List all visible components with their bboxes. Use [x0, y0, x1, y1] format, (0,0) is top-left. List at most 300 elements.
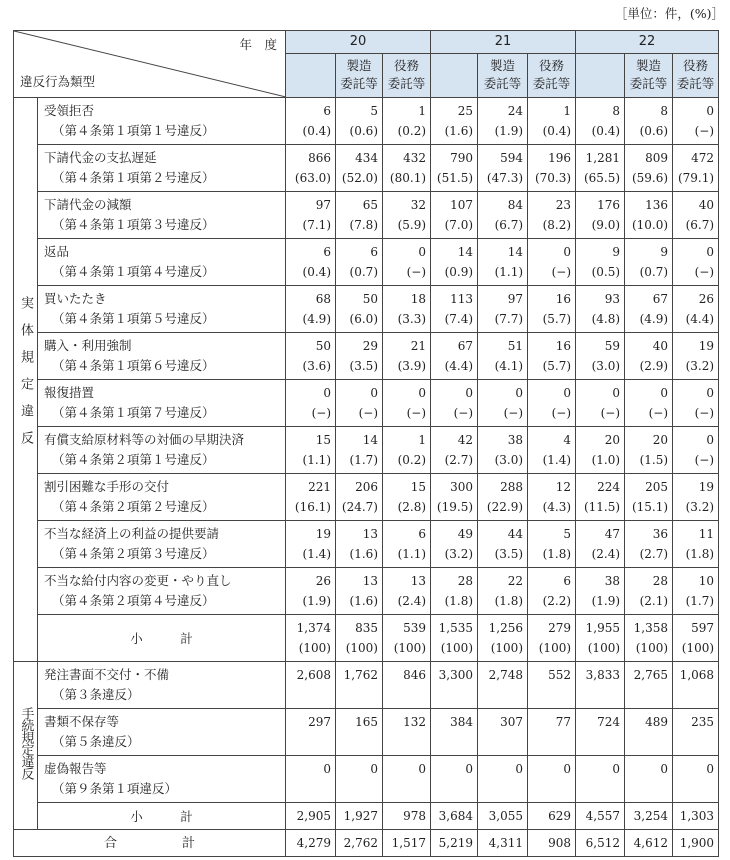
percent-value: (63.0)	[294, 171, 331, 185]
value-cell	[576, 756, 625, 803]
percent-value: (2.8)	[397, 500, 427, 514]
value-cell	[673, 239, 719, 286]
count-value: 2,748	[488, 668, 524, 682]
count-value: 2,762	[343, 836, 378, 850]
count-value: 11	[698, 527, 715, 541]
count-value: 300	[450, 480, 474, 494]
value-cell	[431, 192, 478, 239]
value-cell	[478, 756, 528, 803]
value-cell	[576, 239, 625, 286]
percent-value: (1.0)	[591, 453, 621, 467]
count-value: 2,765	[633, 668, 669, 682]
count-value: 50	[315, 339, 331, 353]
count-value: 136	[645, 198, 669, 212]
table-row	[14, 427, 719, 474]
percent-value: (1.6)	[349, 594, 378, 608]
value-cell	[431, 145, 478, 192]
row-label	[38, 192, 286, 239]
count-value: 2,905	[296, 809, 331, 823]
value-cell	[383, 286, 431, 333]
value-cell	[286, 615, 336, 662]
value-cell	[528, 709, 576, 756]
value-cell	[673, 145, 719, 192]
table-row	[14, 521, 719, 568]
value-cell	[576, 380, 625, 427]
percent-value: (1.7)	[685, 594, 715, 608]
value-cell	[431, 380, 478, 427]
value-cell	[673, 98, 719, 145]
count-value: 224	[597, 480, 621, 494]
count-value: 65	[362, 198, 378, 212]
count-value: 221	[308, 480, 331, 494]
percent-value: (−)	[503, 406, 524, 420]
value-cell	[478, 380, 528, 427]
percent-value: (4.8)	[591, 312, 621, 326]
violation-clause: （第４条第１項第５号違反）	[52, 311, 215, 326]
percent-value: (3.6)	[302, 359, 331, 373]
count-value: 24	[507, 104, 524, 118]
percent-value: (79.1)	[677, 171, 715, 185]
value-cell	[336, 427, 383, 474]
value-cell	[478, 830, 528, 857]
count-value: 4,311	[488, 836, 524, 850]
table-row	[14, 568, 719, 615]
year-axis-label: 年 度	[239, 37, 277, 52]
value-cell	[478, 662, 528, 709]
year-header-22: 22	[576, 31, 719, 54]
percent-value: (0.2)	[397, 124, 427, 138]
violation-table	[13, 30, 719, 857]
value-cell	[336, 380, 383, 427]
count-value: 23	[555, 198, 572, 212]
percent-value: (−)	[453, 406, 474, 420]
percent-value: (47.3)	[486, 171, 524, 185]
percent-value: (7.4)	[444, 312, 474, 326]
value-cell	[576, 830, 625, 857]
value-cell	[383, 568, 431, 615]
value-cell	[286, 427, 336, 474]
value-cell	[478, 521, 528, 568]
count-value: 59	[604, 339, 621, 353]
count-value: 1,256	[488, 621, 524, 635]
category-axis-label: 違反行為類型	[20, 74, 96, 89]
count-value: 3,684	[438, 809, 474, 823]
count-value: 0	[660, 762, 669, 776]
value-cell	[478, 474, 528, 521]
group-label-procedural-text: 手続規定違反	[18, 706, 34, 779]
count-value: 6,512	[585, 836, 621, 850]
value-cell	[478, 333, 528, 380]
violation-clause: （第４条第１項第３号違反）	[52, 217, 215, 232]
violation-name: 受領拒否	[44, 103, 95, 118]
value-cell	[528, 333, 576, 380]
percent-value: (1.8)	[494, 594, 524, 608]
table-row	[14, 145, 719, 192]
violation-name: 購入・利用強制	[44, 338, 132, 353]
count-value: 1,358	[633, 621, 669, 635]
subtotal-label: 小 計	[38, 803, 286, 830]
percent-value: (6.7)	[685, 218, 715, 232]
count-value: 50	[362, 292, 378, 306]
value-cell	[478, 239, 528, 286]
percent-value: (16.1)	[294, 500, 331, 514]
subheader-manufacturing	[478, 53, 528, 97]
percent-value: (80.1)	[389, 171, 427, 185]
value-cell	[286, 568, 336, 615]
value-cell	[336, 521, 383, 568]
count-value: 93	[604, 292, 621, 306]
percent-value: (1.4)	[542, 453, 572, 467]
count-value: 629	[548, 809, 572, 823]
percent-value: (1.1)	[397, 547, 427, 561]
count-value: 5	[370, 104, 378, 118]
percent-value: (−)	[694, 453, 715, 467]
value-cell	[673, 474, 719, 521]
value-cell	[576, 192, 625, 239]
unit-label: ［単位：件，(%)］	[614, 6, 724, 21]
percent-value: (8.2)	[542, 218, 572, 232]
subheader-manufacturing	[336, 53, 383, 97]
percent-value: (4.9)	[302, 312, 331, 326]
percent-value: (3.3)	[397, 312, 427, 326]
value-cell	[383, 803, 431, 830]
value-cell	[576, 427, 625, 474]
percent-value: (100)	[393, 641, 427, 655]
value-cell	[673, 568, 719, 615]
count-value: 19	[698, 339, 715, 353]
value-cell	[528, 474, 576, 521]
count-value: 9	[612, 245, 621, 259]
value-cell	[336, 239, 383, 286]
count-value: 9	[660, 245, 669, 259]
value-cell	[528, 568, 576, 615]
value-cell	[383, 521, 431, 568]
value-cell	[478, 145, 528, 192]
violation-clause: （第４条第２項第３号違反）	[52, 546, 215, 561]
count-value: 594	[500, 151, 524, 165]
count-value: 107	[450, 198, 474, 212]
count-value: 8	[660, 104, 669, 118]
count-value: 1,762	[343, 668, 378, 682]
value-cell	[625, 286, 673, 333]
subheader-manufacturing-line1: 製造	[490, 58, 516, 74]
subheader-service	[673, 53, 719, 97]
percent-value: (2.4)	[591, 547, 621, 561]
count-value: 0	[563, 762, 572, 776]
count-value: 1	[418, 433, 427, 447]
count-value: 19	[315, 527, 331, 541]
count-value: 84	[507, 198, 524, 212]
violation-clause: （第９条第１項違反）	[52, 781, 178, 796]
value-cell	[576, 568, 625, 615]
percent-value: (1.9)	[591, 594, 621, 608]
count-value: 6	[370, 245, 378, 259]
count-value: 5	[563, 527, 572, 541]
count-value: 42	[457, 433, 474, 447]
count-value: 1,955	[585, 621, 621, 635]
value-cell	[528, 662, 576, 709]
percent-value: (−)	[694, 124, 715, 138]
percent-value: (0.5)	[591, 265, 621, 279]
value-cell	[383, 756, 431, 803]
count-value: 3,254	[633, 809, 669, 823]
count-value: 12	[555, 480, 572, 494]
percent-value: (15.1)	[631, 500, 669, 514]
count-value: 15	[410, 480, 427, 494]
value-cell	[336, 803, 383, 830]
violation-name: 不当な経済上の利益の提供要請	[44, 526, 220, 541]
percent-value: (100)	[440, 641, 474, 655]
count-value: 0	[323, 386, 331, 400]
value-cell	[383, 333, 431, 380]
percent-value: (3.0)	[591, 359, 621, 373]
row-label	[38, 145, 286, 192]
percent-value: (100)	[538, 641, 572, 655]
value-cell	[431, 756, 478, 803]
count-value: 6	[563, 574, 572, 588]
percent-value: (4.4)	[444, 359, 474, 373]
percent-value: (4.9)	[639, 312, 669, 326]
count-value: 10	[698, 574, 715, 588]
table-row	[14, 286, 719, 333]
subheader-blank	[286, 53, 336, 97]
count-value: 0	[706, 386, 715, 400]
table-row	[14, 709, 719, 756]
count-value: 0	[465, 762, 474, 776]
count-value: 13	[410, 574, 427, 588]
count-value: 77	[555, 715, 572, 729]
violation-name: 有償支給原材料等の対価の早期決済	[44, 432, 245, 447]
value-cell	[336, 709, 383, 756]
value-cell	[286, 830, 336, 857]
value-cell	[383, 192, 431, 239]
subheader-blank	[576, 53, 625, 97]
count-value: 28	[652, 574, 669, 588]
percent-value: (1.6)	[444, 124, 474, 138]
count-value: 0	[706, 104, 715, 118]
count-value: 132	[403, 715, 427, 729]
percent-value: (1.9)	[494, 124, 524, 138]
percent-value: (100)	[490, 641, 524, 655]
count-value: 790	[450, 151, 474, 165]
value-cell	[673, 192, 719, 239]
subheader-manufacturing-line1: 製造	[636, 58, 662, 74]
value-cell	[576, 803, 625, 830]
count-value: 0	[465, 386, 474, 400]
percent-value: (0.4)	[302, 124, 331, 138]
value-cell	[673, 286, 719, 333]
value-cell	[673, 380, 719, 427]
value-cell	[576, 709, 625, 756]
percent-value: (0.7)	[639, 265, 669, 279]
percent-value: (4.4)	[685, 312, 715, 326]
count-value: 15	[315, 433, 331, 447]
group-label-procedural	[14, 662, 38, 830]
value-cell	[431, 803, 478, 830]
count-value: 16	[555, 292, 572, 306]
count-value: 1,068	[679, 668, 715, 682]
percent-value: (0.6)	[349, 124, 378, 138]
count-value: 206	[355, 480, 378, 494]
percent-value: (0.6)	[639, 124, 669, 138]
violation-name: 割引困難な手形の交付	[44, 479, 170, 494]
table-row	[14, 380, 719, 427]
count-value: 97	[507, 292, 524, 306]
count-value: 3,833	[585, 668, 621, 682]
value-cell	[383, 239, 431, 286]
violation-clause: （第４条第２項第４号違反）	[52, 593, 215, 608]
count-value: 6	[418, 527, 427, 541]
value-cell	[625, 333, 673, 380]
percent-value: (7.7)	[494, 312, 524, 326]
value-cell	[286, 474, 336, 521]
violation-name: 書類不保存等	[44, 714, 120, 729]
percent-value: (1.8)	[444, 594, 474, 608]
value-cell	[383, 380, 431, 427]
percent-value: (−)	[600, 406, 621, 420]
value-cell	[528, 427, 576, 474]
value-cell	[625, 803, 673, 830]
percent-value: (19.5)	[436, 500, 474, 514]
count-value: 38	[604, 574, 621, 588]
count-value: 809	[645, 151, 669, 165]
percent-value: (3.5)	[494, 547, 524, 561]
count-value: 0	[418, 386, 427, 400]
value-cell	[336, 145, 383, 192]
count-value: 20	[652, 433, 669, 447]
percent-value: (2.2)	[542, 594, 572, 608]
percent-value: (2.1)	[639, 594, 669, 608]
count-value: 0	[515, 762, 524, 776]
value-cell	[625, 615, 673, 662]
violation-clause: （第４条第２項第１号違反）	[52, 452, 215, 467]
percent-value: (3.0)	[494, 453, 524, 467]
count-value: 14	[507, 245, 524, 259]
value-cell	[673, 333, 719, 380]
table-row	[14, 98, 719, 145]
violation-name: 虚偽報告等	[44, 761, 107, 776]
value-cell	[478, 286, 528, 333]
row-label	[38, 239, 286, 286]
group-label-substantive	[14, 98, 38, 662]
value-cell	[625, 239, 673, 286]
value-cell	[431, 709, 478, 756]
subheader-service-line1: 役務	[683, 58, 709, 74]
percent-value: (0.4)	[302, 265, 331, 279]
value-cell	[383, 830, 431, 857]
subheader-service-line2: 委託等	[532, 76, 571, 92]
value-cell	[576, 145, 625, 192]
value-cell	[286, 709, 336, 756]
year-header-21: 21	[431, 31, 576, 54]
count-value: 47	[604, 527, 621, 541]
value-cell	[576, 98, 625, 145]
subheader-service	[528, 53, 576, 97]
count-value: 4	[563, 433, 572, 447]
percent-value: (−)	[694, 265, 715, 279]
count-value: 0	[515, 386, 524, 400]
percent-value: (5.7)	[542, 312, 572, 326]
value-cell	[673, 662, 719, 709]
percent-value: (100)	[298, 641, 331, 655]
percent-value: (5.9)	[397, 218, 427, 232]
subtotal-row	[14, 615, 719, 662]
row-label	[38, 380, 286, 427]
value-cell	[528, 286, 576, 333]
value-cell	[528, 521, 576, 568]
value-cell	[431, 615, 478, 662]
grand-total-row	[14, 830, 719, 857]
count-value: 14	[457, 245, 474, 259]
value-cell	[576, 615, 625, 662]
value-cell	[625, 427, 673, 474]
count-value: 1,517	[391, 836, 427, 850]
value-cell	[576, 662, 625, 709]
percent-value: (9.0)	[591, 218, 621, 232]
count-value: 36	[652, 527, 669, 541]
count-value: 4,279	[296, 836, 331, 850]
count-value: 908	[548, 836, 572, 850]
count-value: 1,281	[585, 151, 621, 165]
value-cell	[625, 192, 673, 239]
value-cell	[431, 662, 478, 709]
percent-value: (3.2)	[444, 547, 474, 561]
percent-value: (3.2)	[685, 500, 715, 514]
violation-clause: （第３条違反）	[52, 687, 140, 702]
value-cell	[336, 474, 383, 521]
count-value: 0	[612, 386, 621, 400]
count-value: 3,300	[438, 668, 474, 682]
percent-value: (0.4)	[591, 124, 621, 138]
count-value: 26	[315, 574, 331, 588]
violation-clause: （第４条第１項第２号違反）	[52, 170, 215, 185]
subheader-manufacturing-line2: 委託等	[340, 76, 378, 92]
count-value: 13	[362, 527, 378, 541]
value-cell	[528, 145, 576, 192]
percent-value: (22.9)	[486, 500, 524, 514]
count-value: 8	[612, 104, 621, 118]
violation-clause: （第４条第２項第２号違反）	[52, 499, 215, 514]
value-cell	[286, 192, 336, 239]
percent-value: (4.3)	[542, 500, 572, 514]
percent-value: (7.8)	[349, 218, 378, 232]
subheader-service	[383, 53, 431, 97]
percent-value: (0.9)	[444, 265, 474, 279]
value-cell	[336, 192, 383, 239]
value-cell	[336, 286, 383, 333]
table-row	[14, 192, 719, 239]
value-cell	[625, 568, 673, 615]
value-cell	[478, 192, 528, 239]
percent-value: (100)	[587, 641, 621, 655]
violation-name: 不当な給付内容の変更・やり直し	[44, 573, 232, 588]
value-cell	[625, 521, 673, 568]
row-label	[38, 662, 286, 709]
count-value: 279	[548, 621, 572, 635]
subheader-service-line1: 役務	[539, 58, 565, 74]
count-value: 19	[698, 480, 715, 494]
value-cell	[431, 521, 478, 568]
value-cell	[383, 615, 431, 662]
count-value: 0	[612, 762, 621, 776]
count-value: 97	[315, 198, 331, 212]
percent-value: (0.4)	[542, 124, 572, 138]
percent-value: (1.4)	[302, 547, 331, 561]
value-cell	[576, 286, 625, 333]
value-cell	[528, 380, 576, 427]
percent-value: (2.7)	[444, 453, 474, 467]
violation-clause: （第４条第１項第６号違反）	[52, 358, 215, 373]
